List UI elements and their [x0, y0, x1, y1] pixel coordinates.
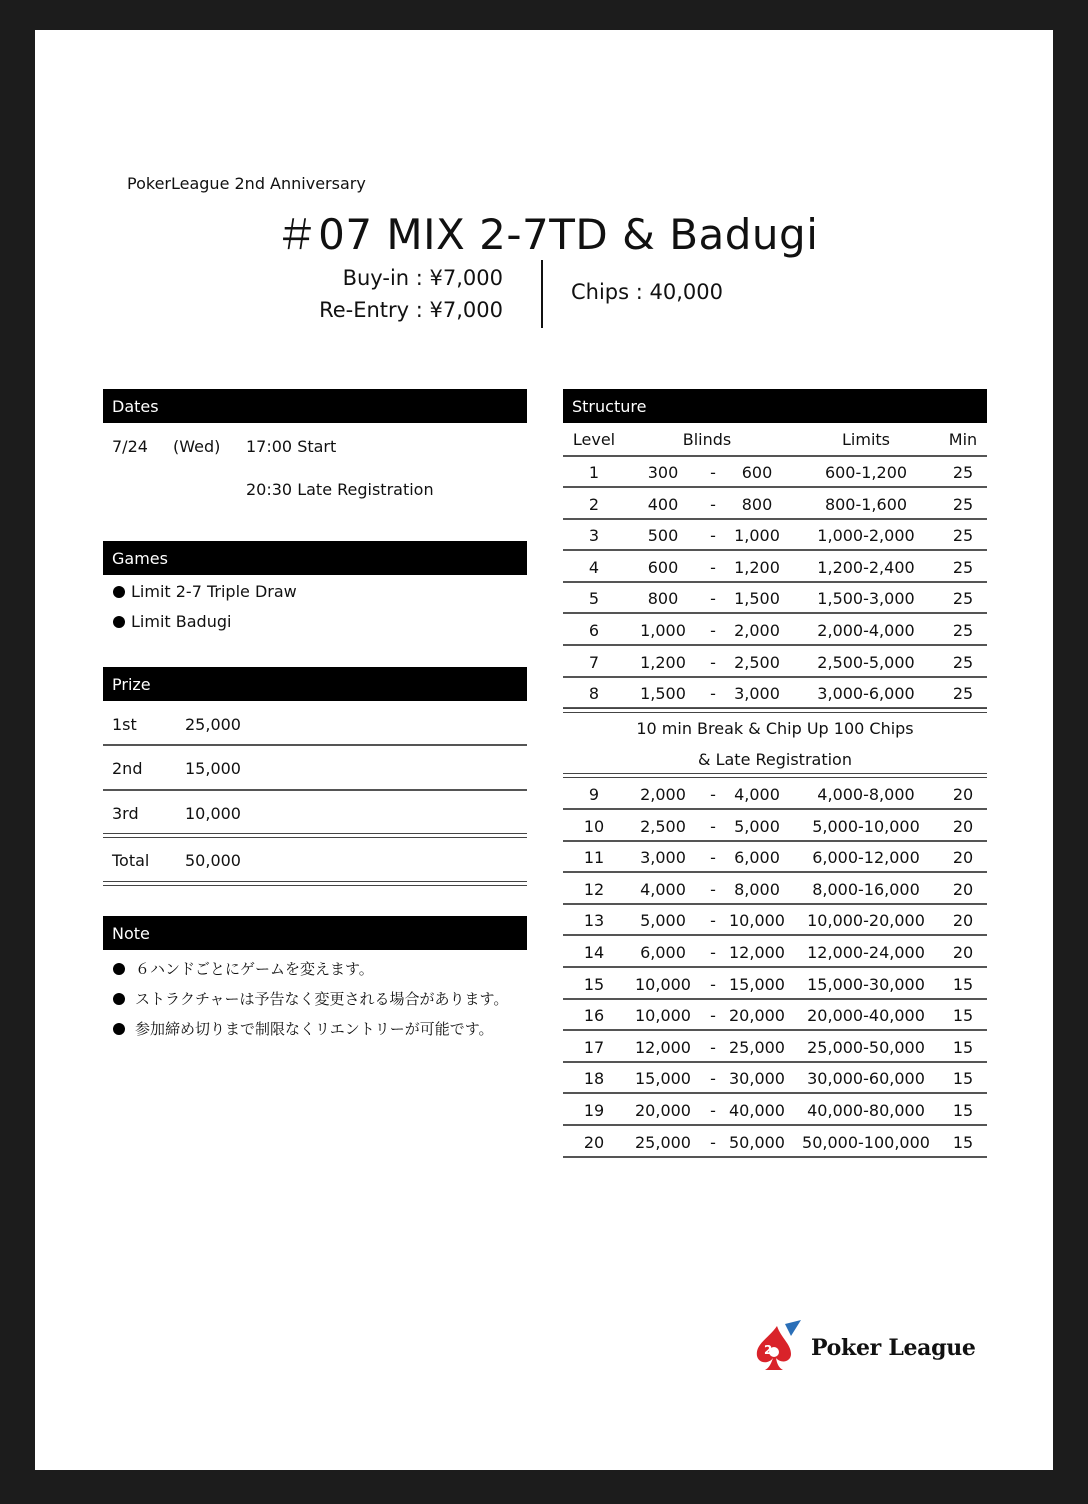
big-blind-cell: 40,000	[729, 1101, 785, 1120]
prize-heading: Prize	[103, 667, 527, 701]
minutes-cell: 20	[952, 943, 974, 962]
prize-amount: 10,000	[185, 804, 241, 823]
structure-row	[563, 615, 987, 646]
big-blind-cell: 30,000	[729, 1069, 785, 1089]
svg-text:2: 2	[764, 1343, 773, 1357]
bullet-icon	[113, 1023, 125, 1035]
level-cell: 15	[583, 974, 605, 994]
limits-cell: 50,000-100,000	[802, 1132, 930, 1152]
small-blind-cell: 2,000	[640, 785, 686, 804]
level-cell: 20	[583, 1132, 605, 1152]
minutes-cell: 15	[952, 974, 974, 994]
big-blind-cell: 600	[741, 463, 773, 482]
row-divider	[563, 1156, 987, 1158]
structure-row	[563, 969, 987, 1000]
structure-row	[563, 678, 987, 709]
dash-cell: -	[710, 1101, 716, 1120]
minutes-cell: 15	[952, 1069, 974, 1089]
minutes-cell: 20	[952, 816, 974, 836]
small-blind-cell: 500	[647, 526, 679, 546]
limits-cell: 25,000-50,000	[807, 1037, 925, 1057]
limits-cell: 5,000-10,000	[812, 816, 920, 836]
structure-row	[563, 489, 987, 520]
prize-place: 2nd	[112, 759, 143, 778]
structure-row	[563, 1127, 987, 1158]
minutes-cell: 25	[952, 684, 974, 704]
dash-cell: -	[710, 621, 716, 640]
header-divider	[541, 260, 543, 328]
dash-cell: -	[710, 1006, 716, 1026]
note-item: ストラクチャーは予告なく変更される場合があります。	[113, 988, 508, 1009]
big-blind-cell: 10,000	[729, 911, 785, 931]
prize-total-label: Total	[112, 851, 150, 870]
structure-row	[563, 457, 987, 488]
limits-cell: 20,000-40,000	[807, 1006, 925, 1026]
big-blind-cell: 8,000	[734, 879, 780, 899]
structure-row	[563, 1095, 987, 1126]
level-cell: 17	[583, 1037, 605, 1057]
double-divider	[563, 708, 987, 713]
dates-late-registration: 20:30 Late Registration	[246, 480, 434, 499]
dash-cell: -	[710, 557, 716, 577]
big-blind-cell: 1,200	[734, 557, 780, 577]
level-cell: 8	[588, 684, 600, 704]
big-blind-cell: 1,500	[734, 589, 780, 609]
small-blind-cell: 6,000	[640, 943, 686, 962]
big-blind-cell: 3,000	[734, 684, 780, 704]
dash-cell: -	[710, 652, 716, 672]
dash-cell: -	[710, 785, 716, 804]
double-divider	[103, 881, 527, 886]
limits-cell: 15,000-30,000	[807, 974, 925, 994]
dash-cell: -	[710, 1037, 716, 1057]
small-blind-cell: 10,000	[635, 1006, 691, 1026]
level-cell: 10	[583, 816, 605, 836]
small-blind-cell: 1,200	[640, 652, 686, 672]
prize-amount: 25,000	[185, 715, 241, 734]
level-cell: 6	[588, 621, 600, 640]
big-blind-cell: 2,000	[734, 621, 780, 640]
small-blind-cell: 800	[647, 589, 679, 609]
structure-row	[563, 811, 987, 842]
games-heading: Games	[103, 541, 527, 575]
level-cell: 18	[583, 1069, 605, 1089]
games-item: Limit Badugi	[113, 612, 231, 631]
structure-row	[563, 937, 987, 968]
level-cell: 14	[583, 943, 605, 962]
buyin-block	[319, 262, 503, 326]
dash-cell: -	[710, 848, 716, 868]
dash-cell: -	[710, 684, 716, 704]
col-blinds: Blinds	[682, 430, 732, 449]
minutes-cell: 20	[952, 911, 974, 931]
col-limits: Limits	[842, 430, 890, 449]
reentry-text: Re-Entry : ¥7,000	[319, 298, 503, 322]
structure-row	[563, 552, 987, 583]
minutes-cell: 25	[952, 557, 974, 577]
minutes-cell: 25	[952, 494, 974, 514]
small-blind-cell: 2,500	[640, 816, 686, 836]
poker-league-logo-icon	[751, 1318, 807, 1374]
minutes-cell: 15	[952, 1037, 974, 1057]
level-cell: 1	[588, 463, 600, 482]
minutes-cell: 25	[952, 526, 974, 546]
small-blind-cell: 25,000	[635, 1132, 691, 1152]
dash-cell: -	[710, 494, 716, 514]
structure-row	[563, 905, 987, 936]
note-item: 参加締め切りまで制限なくリエントリーが可能です。	[113, 1018, 494, 1039]
structure-row	[563, 520, 987, 551]
limits-cell: 40,000-80,000	[807, 1101, 925, 1120]
structure-row	[563, 583, 987, 614]
structure-row	[563, 1000, 987, 1031]
event-title: ＃07 MIX 2-7TD & Badugi	[275, 210, 819, 259]
big-blind-cell: 800	[741, 494, 773, 514]
col-min: Min	[948, 430, 978, 449]
level-cell: 19	[583, 1101, 605, 1120]
dates-heading: Dates	[103, 389, 527, 423]
structure-row	[563, 779, 987, 810]
small-blind-cell: 3,000	[640, 848, 686, 868]
structure-row	[563, 1063, 987, 1094]
dash-cell: -	[710, 943, 716, 962]
level-cell: 16	[583, 1006, 605, 1026]
limits-cell: 8,000-16,000	[812, 879, 920, 899]
big-blind-cell: 4,000	[734, 785, 780, 804]
minutes-cell: 25	[952, 652, 974, 672]
prize-place: 1st	[112, 715, 137, 734]
level-cell: 11	[583, 848, 605, 868]
dash-cell: -	[710, 589, 716, 609]
double-divider	[563, 773, 987, 778]
dash-cell: -	[710, 879, 716, 899]
minutes-cell: 15	[952, 1006, 974, 1026]
big-blind-cell: 15,000	[729, 974, 785, 994]
structure-row	[563, 647, 987, 678]
chips-text: Chips : 40,000	[571, 280, 723, 304]
limits-cell: 800-1,600	[824, 494, 908, 514]
dash-cell: -	[710, 463, 716, 482]
small-blind-cell: 15,000	[635, 1069, 691, 1089]
divider	[103, 744, 527, 746]
small-blind-cell: 300	[647, 463, 679, 482]
break-line-2: & Late Registration	[698, 750, 852, 769]
big-blind-cell: 6,000	[734, 848, 780, 868]
buyin-text: Buy-in : ¥7,000	[342, 266, 503, 290]
limits-cell: 6,000-12,000	[812, 848, 920, 868]
limits-cell: 2,500-5,000	[817, 652, 915, 672]
limits-cell: 1,500-3,000	[817, 589, 915, 609]
big-blind-cell: 12,000	[729, 943, 785, 962]
flyer-sheet	[35, 30, 1053, 1470]
bullet-icon	[113, 586, 125, 598]
small-blind-cell: 400	[647, 494, 679, 514]
small-blind-cell: 1,500	[640, 684, 686, 704]
small-blind-cell: 600	[647, 557, 679, 577]
minutes-cell: 15	[952, 1101, 974, 1120]
structure-header-row	[563, 424, 987, 455]
limits-cell: 2,000-4,000	[817, 621, 915, 640]
level-cell: 7	[588, 652, 600, 672]
minutes-cell: 25	[952, 463, 974, 482]
dash-cell: -	[710, 1069, 716, 1089]
dates-date: 7/24	[112, 437, 148, 456]
bullet-icon	[113, 993, 125, 1005]
minutes-cell: 20	[952, 879, 974, 899]
big-blind-cell: 25,000	[729, 1037, 785, 1057]
event-subtitle: PokerLeague 2nd Anniversary	[127, 174, 366, 193]
minutes-cell: 15	[952, 1132, 974, 1152]
prize-amount: 15,000	[185, 759, 241, 778]
dash-cell: -	[710, 1132, 716, 1152]
dash-cell: -	[710, 974, 716, 994]
big-blind-cell: 50,000	[729, 1132, 785, 1152]
limits-cell: 600-1,200	[824, 463, 908, 482]
logo-text: Poker League	[811, 1335, 976, 1361]
dates-day: (Wed)	[173, 437, 221, 456]
prize-place: 3rd	[112, 804, 139, 823]
level-cell: 9	[588, 785, 600, 804]
minutes-cell: 20	[952, 848, 974, 868]
small-blind-cell: 1,000	[640, 621, 686, 640]
minutes-cell: 25	[952, 589, 974, 609]
divider	[103, 789, 527, 791]
limits-cell: 4,000-8,000	[817, 785, 915, 804]
structure-row	[563, 1032, 987, 1063]
note-heading: Note	[103, 916, 527, 950]
level-cell: 4	[588, 557, 600, 577]
level-cell: 5	[588, 589, 600, 609]
limits-cell: 30,000-60,000	[807, 1069, 925, 1089]
level-cell: 3	[588, 526, 600, 546]
small-blind-cell: 5,000	[640, 911, 686, 931]
dates-start: 17:00 Start	[246, 437, 337, 456]
level-cell: 2	[588, 494, 600, 514]
prize-total-amount: 50,000	[185, 851, 241, 870]
big-blind-cell: 20,000	[729, 1006, 785, 1026]
big-blind-cell: 1,000	[734, 526, 780, 546]
small-blind-cell: 4,000	[640, 879, 686, 899]
small-blind-cell: 10,000	[635, 974, 691, 994]
minutes-cell: 25	[952, 621, 974, 640]
break-line-1: 10 min Break & Chip Up 100 Chips	[636, 719, 914, 738]
small-blind-cell: 20,000	[635, 1101, 691, 1120]
limits-cell: 3,000-6,000	[817, 684, 915, 704]
dash-cell: -	[710, 526, 716, 546]
big-blind-cell: 2,500	[734, 652, 780, 672]
limits-cell: 10,000-20,000	[807, 911, 925, 931]
double-divider	[103, 833, 527, 838]
structure-heading: Structure	[563, 389, 987, 423]
dash-cell: -	[710, 911, 716, 931]
col-level: Level	[572, 430, 616, 449]
games-item: Limit 2-7 Triple Draw	[113, 582, 297, 601]
bullet-icon	[113, 616, 125, 628]
level-cell: 12	[583, 879, 605, 899]
structure-row	[563, 874, 987, 905]
structure-row	[563, 842, 987, 873]
limits-cell: 12,000-24,000	[807, 943, 925, 962]
limits-cell: 1,000-2,000	[817, 526, 915, 546]
limits-cell: 1,200-2,400	[817, 557, 915, 577]
bullet-icon	[113, 963, 125, 975]
note-item: ６ハンドごとにゲームを変えます。	[113, 958, 374, 979]
minutes-cell: 20	[952, 785, 974, 804]
small-blind-cell: 12,000	[635, 1037, 691, 1057]
dash-cell: -	[710, 816, 716, 836]
level-cell: 13	[583, 911, 605, 931]
big-blind-cell: 5,000	[734, 816, 780, 836]
